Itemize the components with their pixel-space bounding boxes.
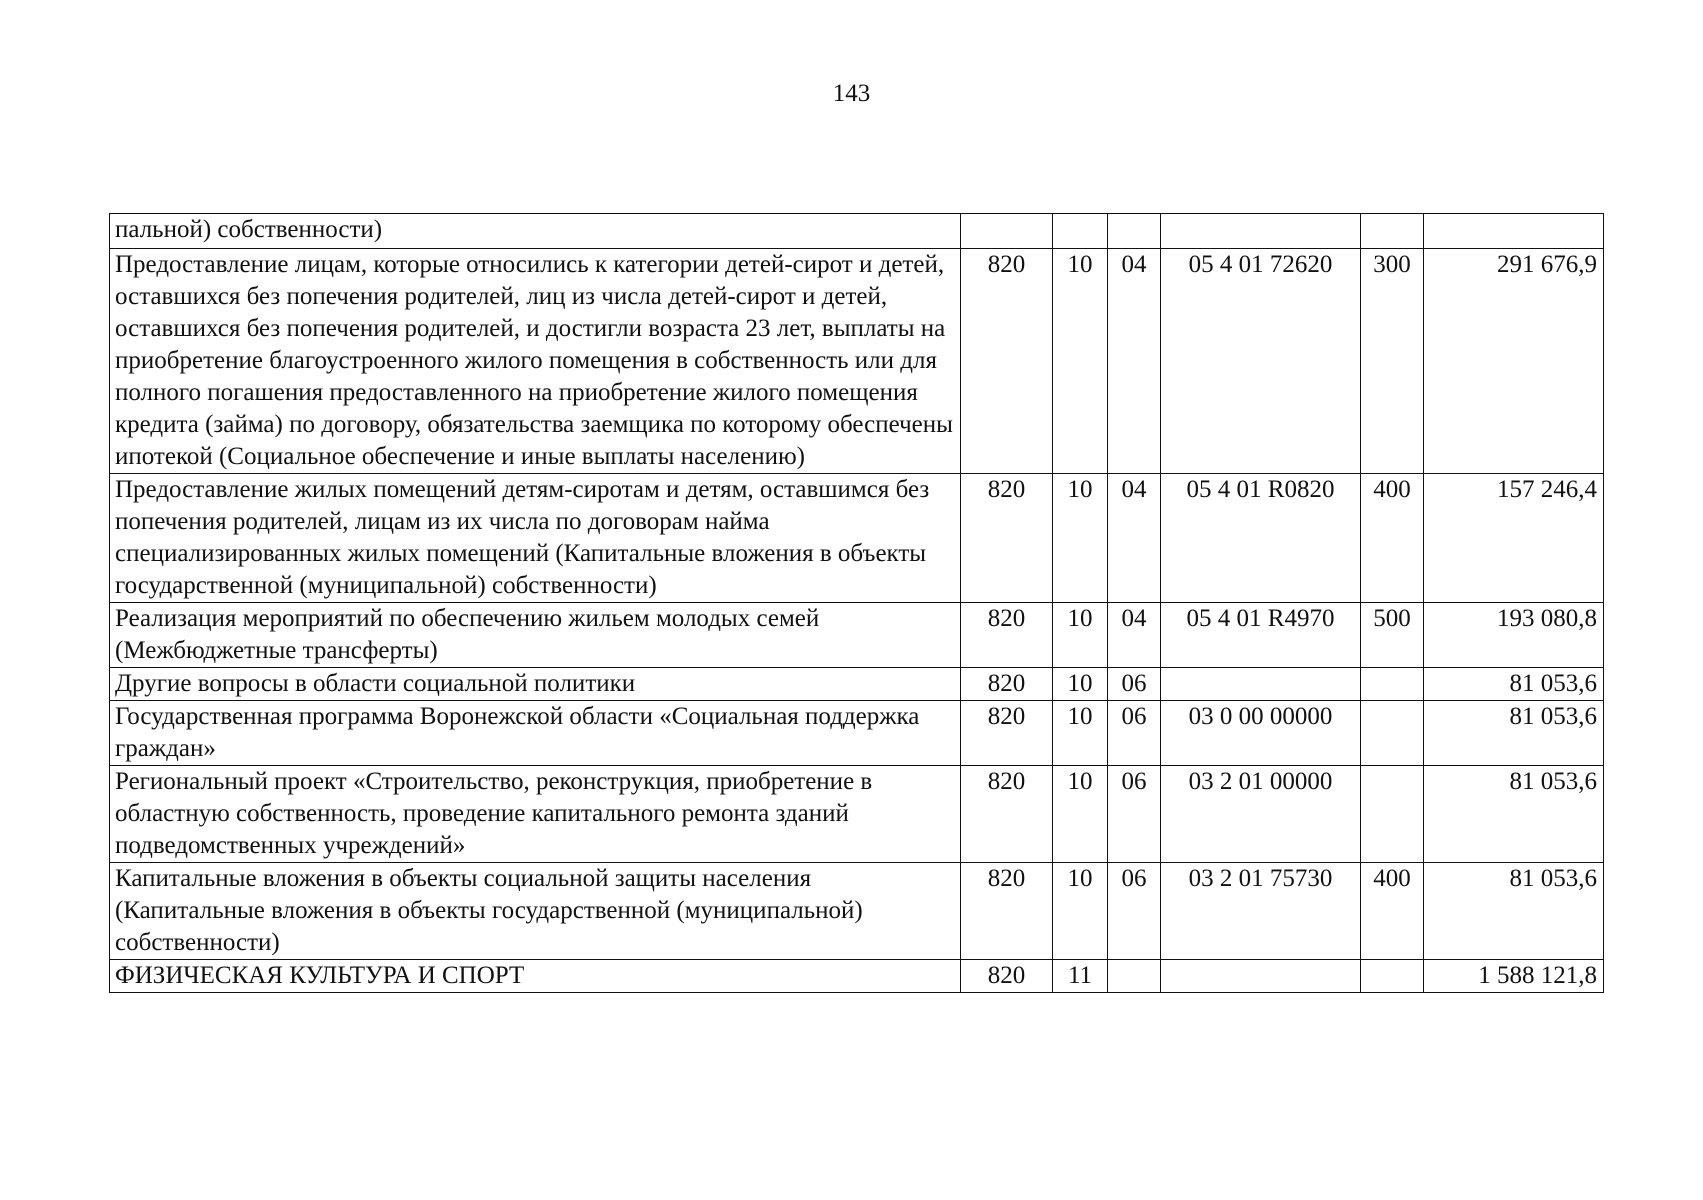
table-row bbox=[110, 474, 1604, 603]
row-gr: 820 bbox=[961, 474, 1053, 603]
row-csr bbox=[1161, 214, 1361, 249]
row-rz: 10 bbox=[1053, 863, 1108, 960]
row-csr: 03 0 00 00000 bbox=[1161, 701, 1361, 766]
row-rz bbox=[1053, 214, 1108, 249]
row-name: Государственная программа Воронежской области «Социальная поддержка граждан» bbox=[110, 701, 961, 766]
page-number: 143 bbox=[832, 80, 871, 107]
row-vr bbox=[1361, 701, 1424, 766]
table-row-continued bbox=[110, 214, 1604, 249]
row-pr: 04 bbox=[1108, 249, 1161, 474]
row-sum: 81 053,6 bbox=[1424, 863, 1604, 960]
row-vr: 300 bbox=[1361, 249, 1424, 474]
row-gr: 820 bbox=[961, 766, 1053, 863]
row-csr bbox=[1161, 668, 1361, 701]
row-pr: 06 bbox=[1108, 766, 1161, 863]
row-sum: 1 588 121,8 bbox=[1424, 960, 1604, 993]
row-vr: 500 bbox=[1361, 603, 1424, 668]
row-rz: 10 bbox=[1053, 603, 1108, 668]
row-pr: 04 bbox=[1108, 474, 1161, 603]
table-row bbox=[110, 766, 1604, 863]
row-rz: 10 bbox=[1053, 249, 1108, 474]
row-gr: 820 bbox=[961, 249, 1053, 474]
row-name: Капитальные вложения в объекты социальной защиты населения (Капитальные вложения в объекты государственной (муниципальной) собственности) bbox=[110, 863, 961, 960]
row-name: Предоставление жилых помещений детям-сиротам и детям, оставшимся без попечения родителей, лицам из их числа по договорам найма специализированных жилых помещений (Капитальные вложения в объекты государственной (муниципальной) собственности) bbox=[110, 474, 961, 603]
row-rz: 10 bbox=[1053, 474, 1108, 603]
row-name: Предоставление лицам, которые относились к категории детей-сирот и детей, оставшихся без попечения родителей, лиц из числа детей-сирот и детей, оставшихся без попечения родителей, и достигли возраста 23 лет, выплаты на приобретение благоустроенного жилого помещения в собственность или для полного погашения предоставленного на приобретение жилого помещения кредита (займа) по договору, обязательства заемщика по которому обеспечены ипотекой (Социальное обеспечение и иные выплаты населению) bbox=[110, 249, 961, 474]
row-csr: 05 4 01 72620 bbox=[1161, 249, 1361, 474]
row-vr bbox=[1361, 766, 1424, 863]
row-name: Региональный проект «Строительство, реконструкция, приобретение в областную собственность, проведение капитального ремонта зданий подведомственных учреждений» bbox=[110, 766, 961, 863]
row-name: ФИЗИЧЕСКАЯ КУЛЬТУРА И СПОРТ bbox=[110, 960, 961, 993]
row-sum: 193 080,8 bbox=[1424, 603, 1604, 668]
table-row bbox=[110, 701, 1604, 766]
row-pr bbox=[1108, 960, 1161, 993]
row-sum: 157 246,4 bbox=[1424, 474, 1604, 603]
row-gr: 820 bbox=[961, 701, 1053, 766]
row-sum: 81 053,6 bbox=[1424, 701, 1604, 766]
row-csr: 05 4 01 R4970 bbox=[1161, 603, 1361, 668]
row-pr: 06 bbox=[1108, 701, 1161, 766]
row-vr: 400 bbox=[1361, 474, 1424, 603]
table-row bbox=[110, 603, 1604, 668]
row-gr bbox=[961, 214, 1053, 249]
row-csr: 05 4 01 R0820 bbox=[1161, 474, 1361, 603]
row-csr bbox=[1161, 960, 1361, 993]
row-pr bbox=[1108, 214, 1161, 249]
row-gr: 820 bbox=[961, 603, 1053, 668]
table-row bbox=[110, 668, 1604, 701]
row-sum bbox=[1424, 214, 1604, 249]
row-vr bbox=[1361, 960, 1424, 993]
row-rz: 10 bbox=[1053, 701, 1108, 766]
budget-table bbox=[109, 213, 1604, 993]
row-csr: 03 2 01 75730 bbox=[1161, 863, 1361, 960]
table-row-section bbox=[110, 960, 1604, 993]
row-rz: 10 bbox=[1053, 668, 1108, 701]
row-pr: 06 bbox=[1108, 668, 1161, 701]
row-name: пальной) собственности) bbox=[110, 214, 961, 249]
table-row bbox=[110, 863, 1604, 960]
row-pr: 06 bbox=[1108, 863, 1161, 960]
row-gr: 820 bbox=[961, 960, 1053, 993]
row-sum: 291 676,9 bbox=[1424, 249, 1604, 474]
row-name: Реализация мероприятий по обеспечению жильем молодых семей (Межбюджетные трансферты) bbox=[110, 603, 961, 668]
row-csr: 03 2 01 00000 bbox=[1161, 766, 1361, 863]
row-rz: 11 bbox=[1053, 960, 1108, 993]
row-sum: 81 053,6 bbox=[1424, 668, 1604, 701]
row-rz: 10 bbox=[1053, 766, 1108, 863]
row-gr: 820 bbox=[961, 668, 1053, 701]
row-vr: 400 bbox=[1361, 863, 1424, 960]
row-sum: 81 053,6 bbox=[1424, 766, 1604, 863]
table-row bbox=[110, 249, 1604, 474]
row-pr: 04 bbox=[1108, 603, 1161, 668]
row-vr bbox=[1361, 214, 1424, 249]
row-gr: 820 bbox=[961, 863, 1053, 960]
row-vr bbox=[1361, 668, 1424, 701]
row-name: Другие вопросы в области социальной политики bbox=[110, 668, 961, 701]
